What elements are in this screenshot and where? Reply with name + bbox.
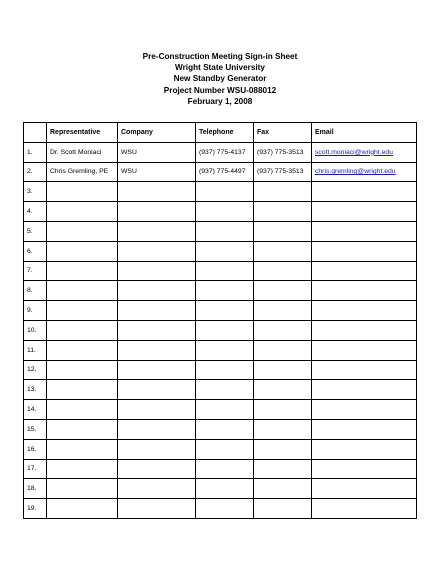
representative-cell bbox=[47, 221, 118, 241]
row-number: 1. bbox=[24, 142, 47, 162]
telephone-cell bbox=[196, 360, 254, 380]
table-row bbox=[24, 360, 417, 380]
fax-cell bbox=[254, 499, 312, 519]
table-row bbox=[24, 162, 417, 182]
company-cell bbox=[118, 479, 196, 499]
fax-cell: (937) 775-3513 bbox=[254, 142, 312, 162]
telephone-cell bbox=[196, 400, 254, 420]
company-cell: WSU bbox=[118, 142, 196, 162]
telephone-cell bbox=[196, 479, 254, 499]
fax-cell: (937) 775-3513 bbox=[254, 162, 312, 182]
row-number: 11. bbox=[24, 340, 47, 360]
column-header-number bbox=[24, 123, 47, 143]
row-number: 19. bbox=[24, 499, 47, 519]
table-row bbox=[24, 142, 417, 162]
table-row bbox=[24, 439, 417, 459]
representative-cell bbox=[47, 419, 118, 439]
row-number: 13. bbox=[24, 380, 47, 400]
fax-cell bbox=[254, 241, 312, 261]
email-cell bbox=[312, 499, 417, 519]
email-cell bbox=[312, 261, 417, 281]
representative-cell bbox=[47, 340, 118, 360]
representative-cell bbox=[47, 360, 118, 380]
company-cell bbox=[118, 320, 196, 340]
row-number: 8. bbox=[24, 281, 47, 301]
email-cell bbox=[312, 182, 417, 202]
row-number: 12. bbox=[24, 360, 47, 380]
table-row bbox=[24, 281, 417, 301]
email-cell bbox=[312, 340, 417, 360]
table-row bbox=[24, 182, 417, 202]
telephone-cell bbox=[196, 202, 254, 222]
company-cell bbox=[118, 241, 196, 261]
representative-cell bbox=[47, 281, 118, 301]
company-cell bbox=[118, 400, 196, 420]
column-header-company: Company bbox=[118, 123, 196, 143]
company-cell bbox=[118, 459, 196, 479]
representative-cell bbox=[47, 261, 118, 281]
telephone-cell bbox=[196, 221, 254, 241]
company-cell bbox=[118, 439, 196, 459]
row-number: 3. bbox=[24, 182, 47, 202]
document-title: Pre-Construction Meeting Sign-in Sheet bbox=[142, 52, 298, 61]
representative-cell: Dr. Scott Moniaci bbox=[47, 142, 118, 162]
fax-cell bbox=[254, 202, 312, 222]
representative-cell bbox=[47, 479, 118, 499]
row-number: 6. bbox=[24, 241, 47, 261]
row-number: 10. bbox=[24, 320, 47, 340]
document-title-block bbox=[0, 51, 440, 107]
fax-cell bbox=[254, 400, 312, 420]
telephone-cell bbox=[196, 182, 254, 202]
email-cell bbox=[312, 241, 417, 261]
email-cell bbox=[312, 142, 417, 162]
company-cell bbox=[118, 261, 196, 281]
telephone-cell: (937) 775-4137 bbox=[196, 142, 254, 162]
row-number: 9. bbox=[24, 301, 47, 321]
row-number: 15. bbox=[24, 419, 47, 439]
table-row bbox=[24, 241, 417, 261]
table-header-row bbox=[24, 123, 417, 143]
fax-cell bbox=[254, 221, 312, 241]
email-cell bbox=[312, 360, 417, 380]
company-cell bbox=[118, 340, 196, 360]
table-row bbox=[24, 261, 417, 281]
fax-cell bbox=[254, 281, 312, 301]
telephone-cell: (937) 775-4497 bbox=[196, 162, 254, 182]
table-row bbox=[24, 221, 417, 241]
column-header-telephone: Telephone bbox=[196, 123, 254, 143]
table-row bbox=[24, 380, 417, 400]
row-number: 14. bbox=[24, 400, 47, 420]
project-name: New Standby Generator bbox=[173, 74, 267, 84]
email-cell bbox=[312, 380, 417, 400]
representative-cell: Chris Gremling, PE bbox=[47, 162, 118, 182]
telephone-cell bbox=[196, 439, 254, 459]
table-row bbox=[24, 301, 417, 321]
fax-cell bbox=[254, 261, 312, 281]
project-number: Project Number WSU-088012 bbox=[163, 85, 277, 95]
table-row bbox=[24, 499, 417, 519]
email-cell bbox=[312, 301, 417, 321]
telephone-cell bbox=[196, 301, 254, 321]
representative-cell bbox=[47, 241, 118, 261]
fax-cell bbox=[254, 459, 312, 479]
column-header-representative: Representative bbox=[47, 123, 118, 143]
email-cell bbox=[312, 221, 417, 241]
company-cell bbox=[118, 202, 196, 222]
meeting-date: February 1, 2008 bbox=[187, 96, 253, 106]
row-number: 18. bbox=[24, 479, 47, 499]
table-body bbox=[24, 142, 417, 518]
table-row bbox=[24, 320, 417, 340]
fax-cell bbox=[254, 301, 312, 321]
row-number: 4. bbox=[24, 202, 47, 222]
telephone-cell bbox=[196, 320, 254, 340]
column-header-email: Email bbox=[312, 123, 417, 143]
representative-cell bbox=[47, 439, 118, 459]
telephone-cell bbox=[196, 340, 254, 360]
email-cell bbox=[312, 320, 417, 340]
fax-cell bbox=[254, 340, 312, 360]
university-name: Wright State University bbox=[175, 63, 265, 73]
fax-cell bbox=[254, 419, 312, 439]
telephone-cell bbox=[196, 241, 254, 261]
email-cell bbox=[312, 439, 417, 459]
email-cell bbox=[312, 479, 417, 499]
company-cell bbox=[118, 281, 196, 301]
company-cell bbox=[118, 380, 196, 400]
table-row bbox=[24, 340, 417, 360]
telephone-cell bbox=[196, 281, 254, 301]
row-number: 2. bbox=[24, 162, 47, 182]
table-row bbox=[24, 479, 417, 499]
table-row bbox=[24, 459, 417, 479]
representative-cell bbox=[47, 202, 118, 222]
company-cell bbox=[118, 182, 196, 202]
fax-cell bbox=[254, 360, 312, 380]
fax-cell bbox=[254, 380, 312, 400]
representative-cell bbox=[47, 320, 118, 340]
row-number: 7. bbox=[24, 261, 47, 281]
email-cell bbox=[312, 419, 417, 439]
representative-cell bbox=[47, 380, 118, 400]
company-cell: WSU bbox=[118, 162, 196, 182]
row-number: 17. bbox=[24, 459, 47, 479]
company-cell bbox=[118, 221, 196, 241]
email-cell bbox=[312, 281, 417, 301]
company-cell bbox=[118, 419, 196, 439]
column-header-fax: Fax bbox=[254, 123, 312, 143]
company-cell bbox=[118, 499, 196, 519]
email-link[interactable]: chris.gremling@wright.edu bbox=[315, 168, 396, 176]
company-cell bbox=[118, 360, 196, 380]
table-row bbox=[24, 419, 417, 439]
email-cell bbox=[312, 400, 417, 420]
telephone-cell bbox=[196, 261, 254, 281]
fax-cell bbox=[254, 439, 312, 459]
fax-cell bbox=[254, 479, 312, 499]
company-cell bbox=[118, 301, 196, 321]
representative-cell bbox=[47, 459, 118, 479]
email-cell bbox=[312, 162, 417, 182]
representative-cell bbox=[47, 301, 118, 321]
row-number: 5. bbox=[24, 221, 47, 241]
sign-in-table bbox=[23, 122, 417, 519]
table-row bbox=[24, 400, 417, 420]
email-cell bbox=[312, 202, 417, 222]
representative-cell bbox=[47, 182, 118, 202]
fax-cell bbox=[254, 320, 312, 340]
telephone-cell bbox=[196, 499, 254, 519]
fax-cell bbox=[254, 182, 312, 202]
telephone-cell bbox=[196, 380, 254, 400]
row-number: 16. bbox=[24, 439, 47, 459]
email-cell bbox=[312, 459, 417, 479]
telephone-cell bbox=[196, 459, 254, 479]
table-row bbox=[24, 202, 417, 222]
telephone-cell bbox=[196, 419, 254, 439]
representative-cell bbox=[47, 499, 118, 519]
email-link[interactable]: scott.moniaci@wright.edu bbox=[315, 148, 393, 156]
representative-cell bbox=[47, 400, 118, 420]
